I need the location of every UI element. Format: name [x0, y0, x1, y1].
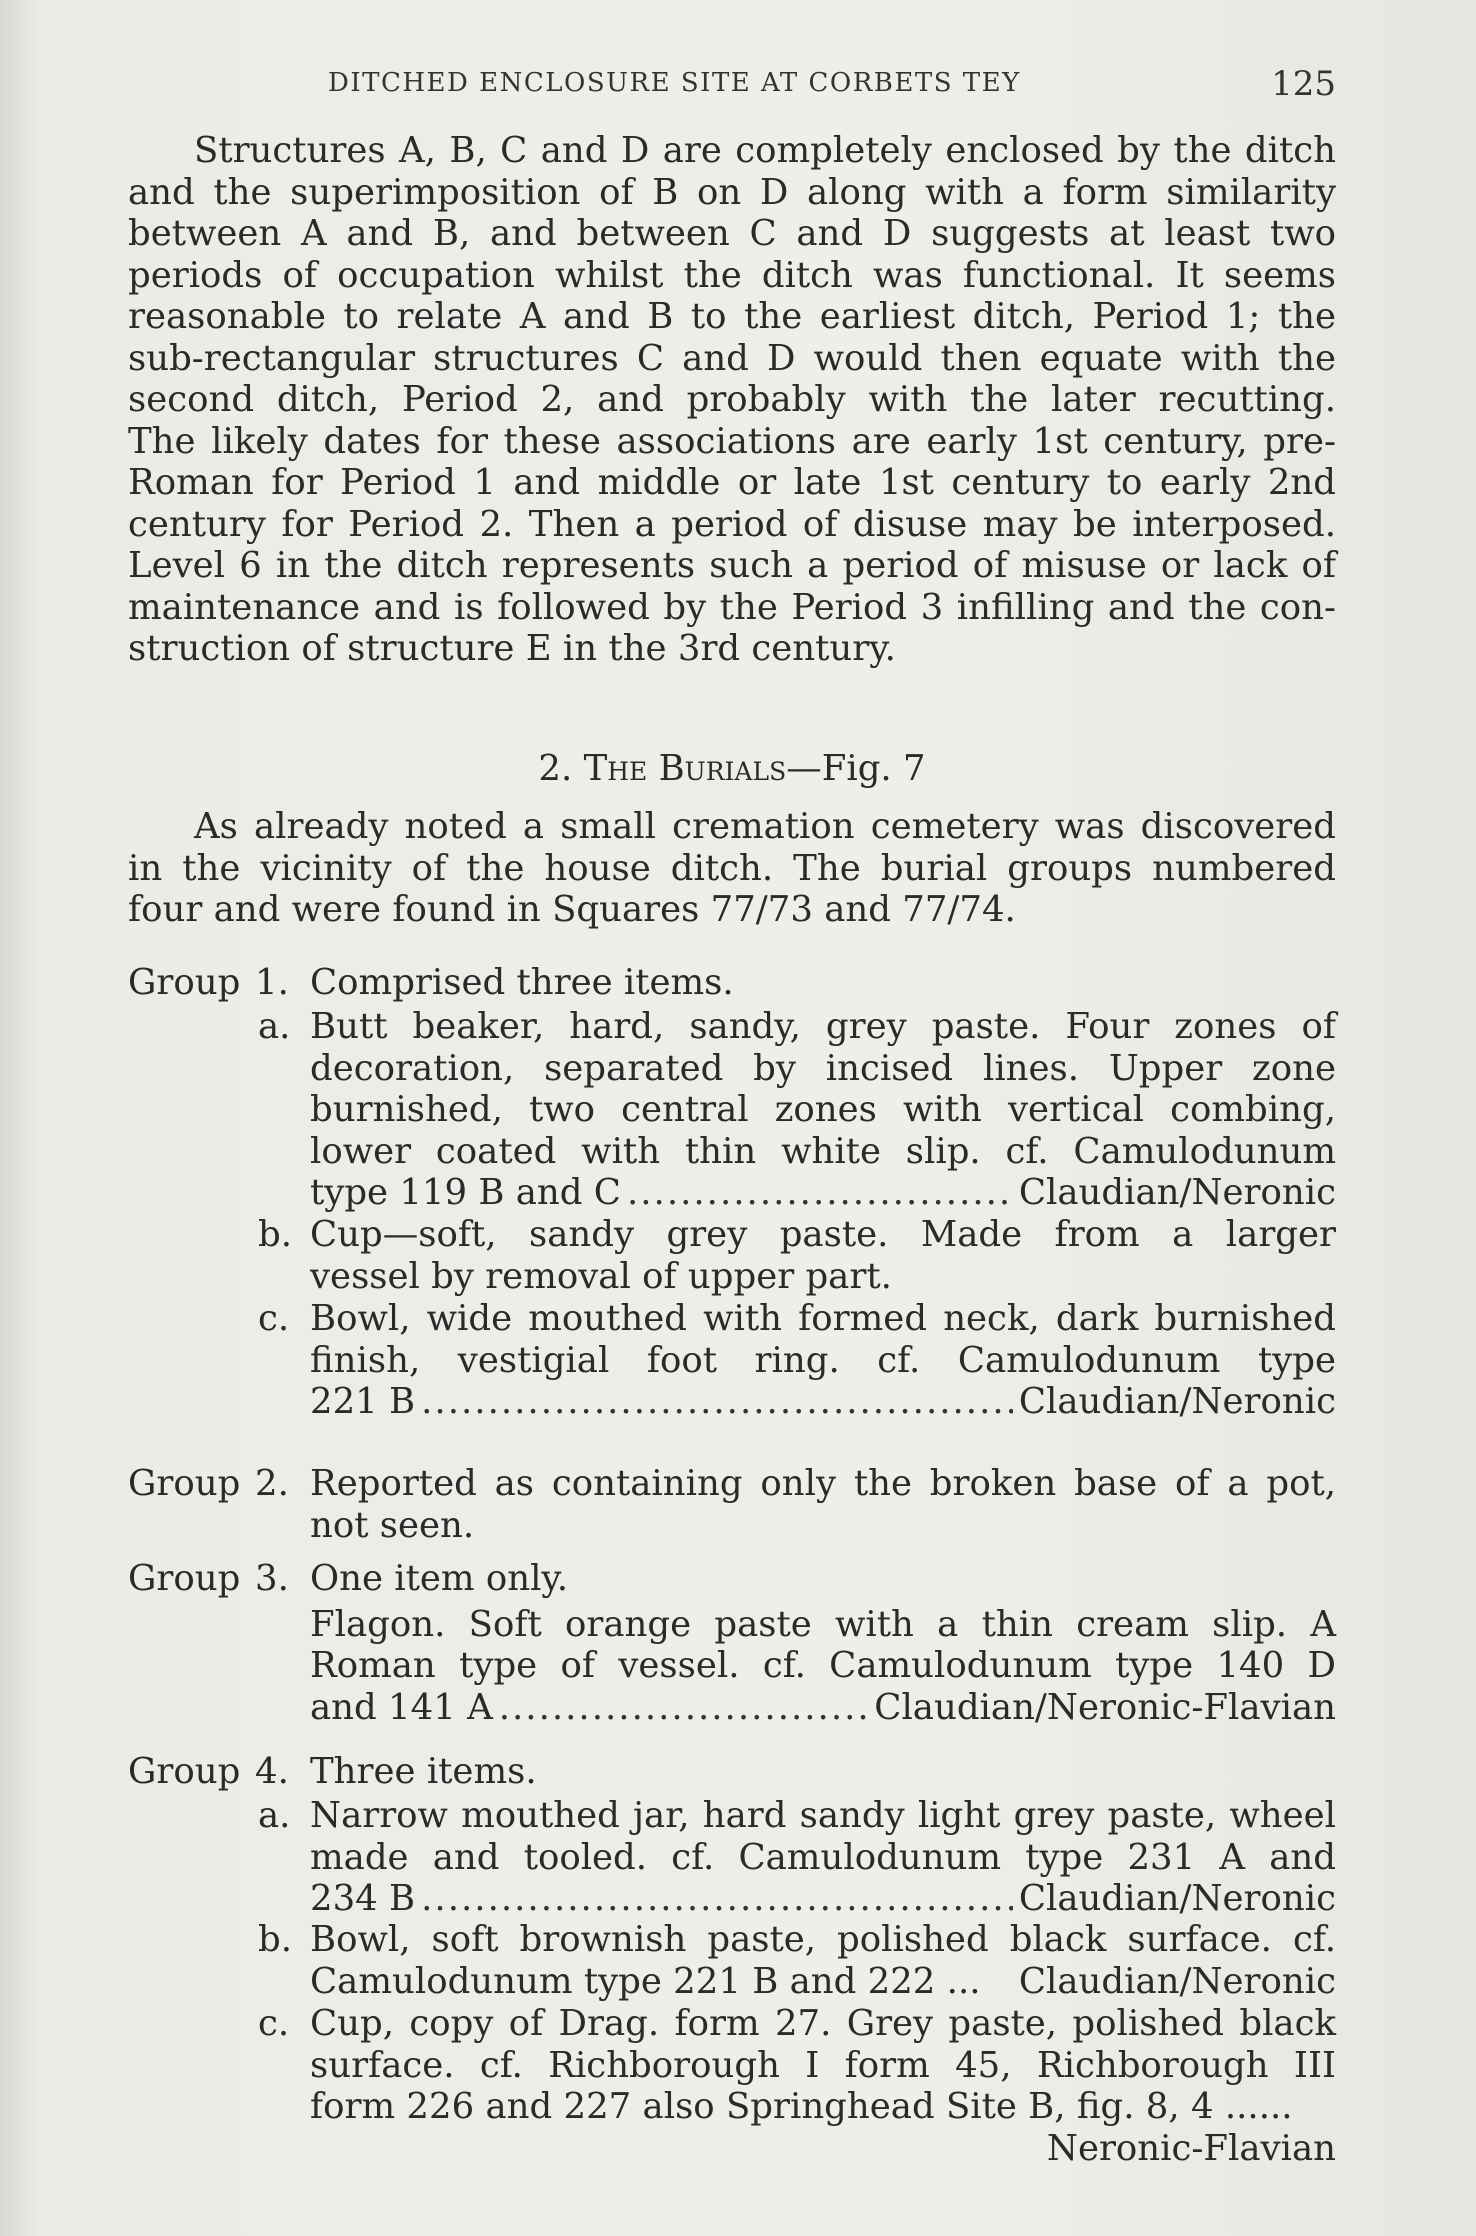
text-line: made and tooled. cf. Camulodunum type 231 A and — [310, 1836, 1336, 1878]
item-reference: type 119 B and C — [310, 1172, 621, 1213]
text-line: Butt beaker, hard, sandy, grey paste. Four zones of — [310, 1006, 1336, 1047]
item-1a — [310, 1006, 1336, 1214]
group-3-body — [310, 1558, 1336, 1728]
item-1b — [310, 1214, 1336, 1297]
item-letter: a. — [258, 1795, 291, 1836]
running-head: DITCHED ENCLOSURE SITE AT CORBETS TEY — [328, 68, 1021, 98]
group-label: Group — [128, 1751, 241, 1792]
group-label: Group — [128, 1463, 241, 1504]
dot-leader — [499, 1687, 869, 1729]
item-1c — [310, 1298, 1336, 1423]
text-line: lower coated with thin white slip. cf. Camulodunum — [310, 1130, 1336, 1172]
text-line: struction of structure E in the 3rd century. — [128, 628, 896, 669]
text-line: Roman for Period 1 and middle or late 1st century to early 2nd — [128, 462, 1336, 503]
dotted-line — [310, 1381, 1336, 1423]
text-line: reasonable to relate A and B to the earliest ditch, Period 1; the — [128, 296, 1336, 337]
text-line: maintenance and is followed by the Period 3 infilling and the con- — [128, 586, 1336, 628]
text-line: Flagon. Soft orange paste with a thin cream slip. A — [310, 1603, 1336, 1645]
group-4 — [128, 1751, 1336, 2191]
item-letter: b. — [258, 1214, 293, 1255]
text-line: finish, vestigial foot ring. cf. Camulodunum type — [310, 1339, 1336, 1381]
group-summary: Three items. — [310, 1751, 537, 1792]
group-label: Group — [128, 962, 241, 1003]
text-line: Roman type of vessel. cf. Camulodunum type 140 D — [310, 1645, 1336, 1686]
group-summary: One item only. — [310, 1558, 569, 1599]
group-number: 2. — [255, 1463, 289, 1504]
text-line: Cup, copy of Drag. form 27. Grey paste, polished black — [310, 2003, 1336, 2044]
text-line: century for Period 2. Then a period of disuse may be interposed. — [128, 503, 1336, 545]
figure-reference: —Fig. 7 — [786, 748, 926, 789]
item-reference: Camulodunum type 221 B and 222 ... — [310, 1960, 981, 2002]
item-date: Claudian/Neronic — [1018, 1960, 1336, 2002]
group-number: 1. — [255, 962, 289, 1003]
dot-leader — [627, 1172, 1013, 1214]
item-letter: c. — [258, 1298, 290, 1339]
item-date: Claudian/Neronic — [1018, 1381, 1336, 1422]
text-line: The likely dates for these associations are early 1st century, pre- — [128, 420, 1336, 462]
item-date: Claudian/Neronic-Flavian — [874, 1686, 1336, 1728]
item-letter: a. — [258, 1006, 291, 1047]
text-line: decoration, separated by incised lines. Upper zone — [310, 1047, 1336, 1089]
text-line: burnished, two central zones with vertical combing, — [310, 1089, 1336, 1130]
text-line: not seen. — [310, 1504, 475, 1546]
group-label: Group — [128, 1558, 241, 1599]
item-date: Claudian/Neronic — [1018, 1172, 1336, 1213]
running-header — [128, 64, 1336, 116]
text-line: Structures A, B, C and D are completely enclosed by the ditch — [194, 130, 1336, 171]
group-number: 3. — [255, 1558, 289, 1599]
section-heading — [128, 748, 1336, 790]
dotted-line — [310, 1687, 1336, 1729]
dot-leader — [421, 1381, 1013, 1423]
page-number: 125 — [1271, 64, 1336, 104]
group-1 — [128, 962, 1336, 1442]
item-date: Claudian/Neronic — [1018, 1878, 1336, 1919]
intro-paragraph — [128, 130, 1336, 670]
text-line: Level 6 in the ditch represents such a period of misuse or lack of — [128, 545, 1336, 586]
text-line: between A and B, and between C and D suggests at least two — [128, 213, 1336, 254]
item-4a — [310, 1795, 1336, 1920]
dotted-line — [310, 1961, 1336, 2003]
dot-leader — [421, 1878, 1013, 1920]
item-letter: b. — [258, 1919, 293, 1960]
group-summary: Comprised three items. — [310, 962, 734, 1003]
item-date: Neronic-Flavian — [1046, 2127, 1336, 2169]
dotted-line — [310, 1172, 1336, 1214]
text-line: sub-rectangular structures C and D would then equate with the — [128, 337, 1336, 379]
text-line: Narrow mouthed jar, hard sandy light grey paste, wheel — [310, 1795, 1336, 1836]
burials-intro-paragraph — [128, 806, 1336, 931]
text-line: Reported as containing only the broken base of a pot, — [310, 1463, 1336, 1504]
group-2-body — [310, 1463, 1336, 1546]
item-reference: 234 B — [310, 1878, 416, 1919]
section-number: 2. — [538, 748, 573, 789]
text-line: in the vicinity of the house ditch. The burial groups numbered — [128, 847, 1336, 889]
item-reference: form 226 and 227 also Springhead Site B, fig. 8, 4 ...... — [310, 2086, 1293, 2127]
section-title: The Burials — [583, 748, 787, 789]
text-line: four and were found in Squares 77/73 and 77/74. — [128, 889, 1016, 930]
text-line: Cup—soft, sandy grey paste. Made from a larger — [310, 1214, 1336, 1255]
text-line: As already noted a small cremation cemetery was discovered — [194, 806, 1336, 847]
item-reference: 221 B — [310, 1381, 416, 1422]
text-line: surface. cf. Richborough I form 45, Richborough III — [310, 2044, 1336, 2086]
dotted-line — [310, 1878, 1336, 1920]
text-line: second ditch, Period 2, and probably with the later recutting. — [128, 379, 1336, 420]
text-line: periods of occupation whilst the ditch was functional. It seems — [128, 254, 1336, 296]
text-line: vessel by removal of upper part. — [310, 1255, 892, 1297]
text-line: and the superimposition of B on D along with a form similarity — [128, 171, 1336, 213]
text-line: Bowl, soft brownish paste, polished black surface. cf. — [310, 1919, 1336, 1960]
group-2 — [128, 1463, 1336, 1553]
item-4c — [310, 2003, 1336, 2169]
text-line: Bowl, wide mouthed with formed neck, dark burnished — [310, 1298, 1336, 1339]
group-number: 4. — [255, 1751, 289, 1792]
group-3 — [128, 1558, 1336, 1738]
item-4b — [310, 1919, 1336, 2002]
item-reference: and 141 A — [310, 1686, 493, 1728]
item-letter: c. — [258, 2003, 290, 2044]
